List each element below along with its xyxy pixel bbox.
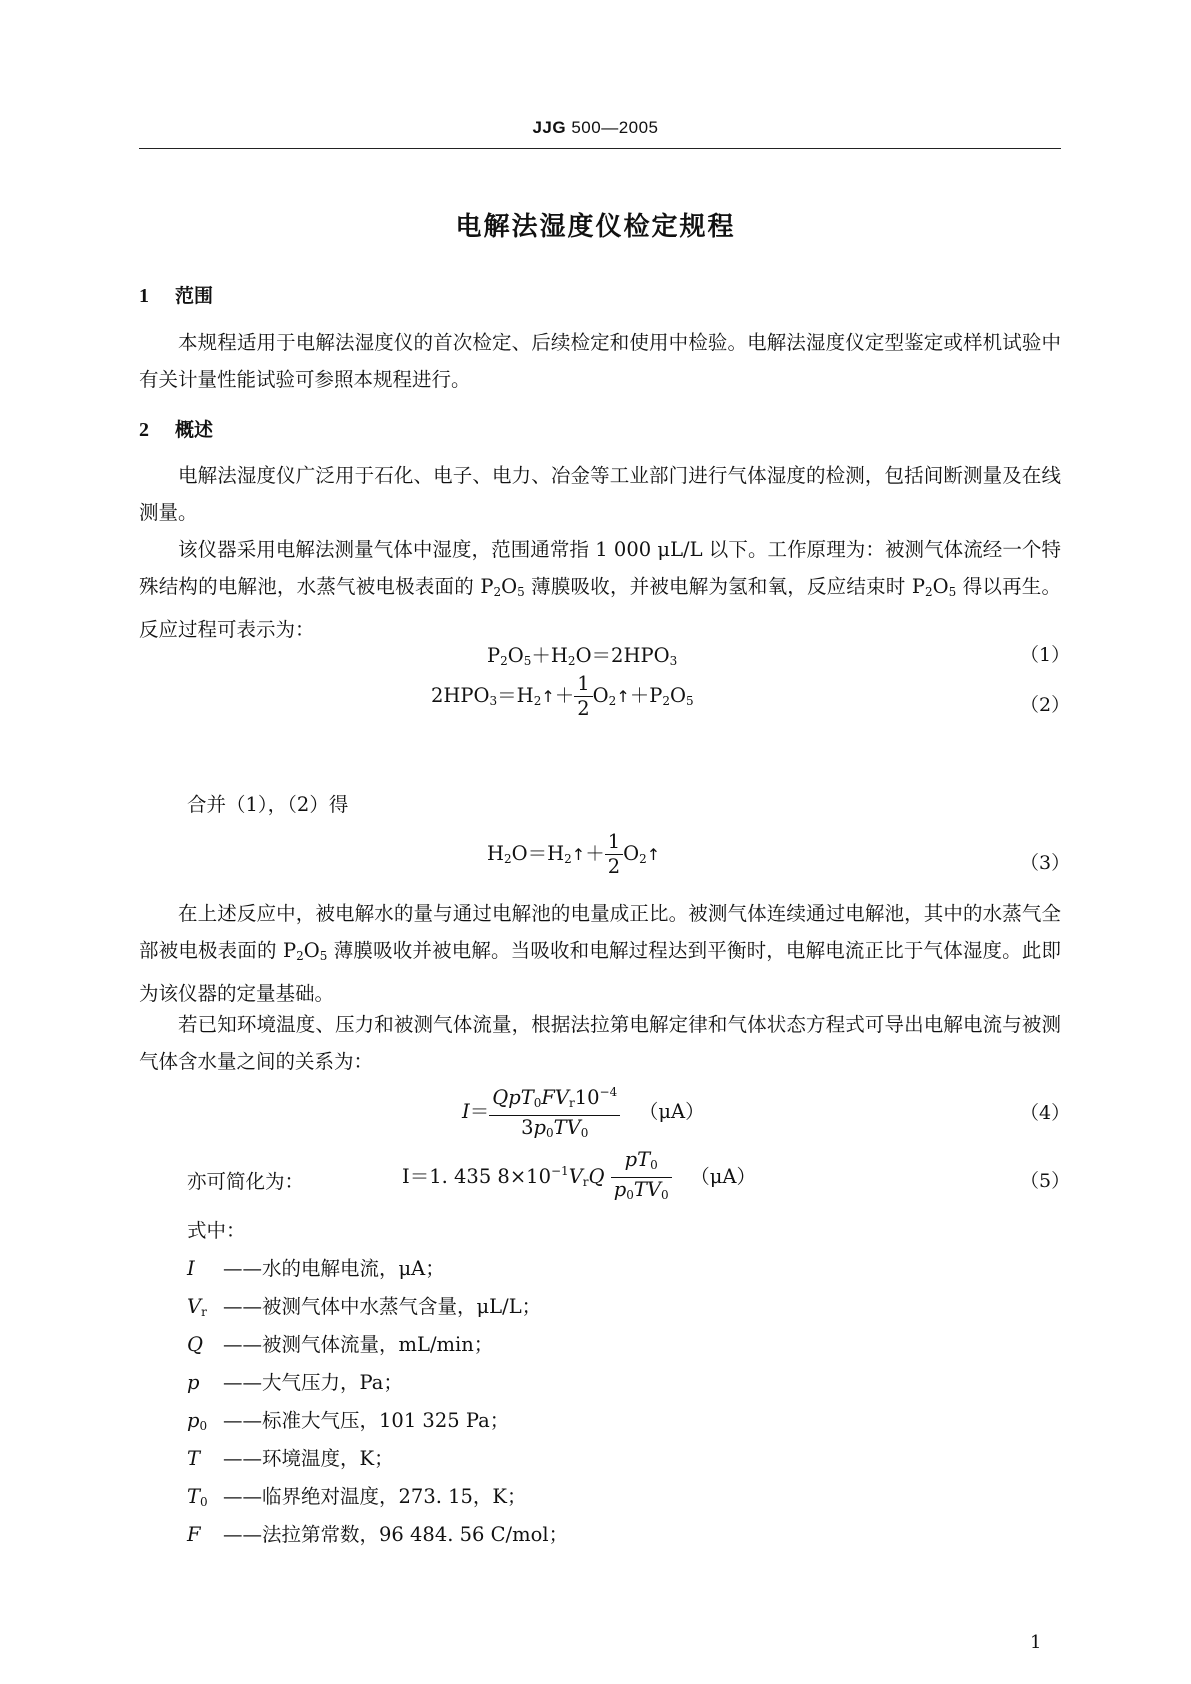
variable-description: ——环境温度，K； [223,1447,394,1470]
equation-5-number: （5） [1020,1170,1071,1192]
section-title: 概述 [175,419,214,441]
section-heading-overview [139,415,213,442]
principle-text-2: 薄膜吸收，并被电解为氢和氧，反应结束时 [524,575,912,598]
where-label: 式中： [187,1219,246,1242]
variable-subscript: 0 [199,1419,208,1433]
header-rule [139,148,1061,149]
variable-row [187,1291,541,1319]
standard-code-number: 500—2005 [566,118,659,137]
section-number: 2 [139,419,149,441]
variable-symbol: p [187,1371,200,1394]
equation-3-number: （3） [1020,852,1071,874]
variable-subscript: 0 [200,1495,208,1509]
variable-row [187,1367,403,1395]
equation-4-unit: （μA） [638,1100,705,1123]
paragraph-applications: 电解法湿度仪广泛用于石化、电子、电力、冶金等工业部门进行气体湿度的检测，包括间断测量及在线测量。 [139,464,1061,524]
variable-row [187,1405,509,1433]
page-number: 1 [1030,1632,1042,1653]
equation-4: I＝ $\frac{QpT_0FV_r10^{-4}}{3p_0TV_0}$ （μA） [462,1080,705,1145]
equation-2-number: （2） [1020,694,1071,716]
variable-row [187,1253,445,1281]
variable-symbol: Q [187,1333,203,1356]
variable-row [187,1481,527,1509]
section-title: 范围 [175,285,214,307]
equation-1: $P_2O_5+H_2O=2HPO_3$ [487,644,678,668]
equation-2: $2HPO_3=H_2↑+$ $\frac{1}{2}$ $O_2↑+P_2O_5$ [431,672,694,720]
equation-3: $H_2O=H_2↑+$ $\frac{1}{2}$ $O_2↑$ [487,830,661,878]
variable-description: ——临界绝对温度，273. 15，K； [223,1485,527,1508]
variable-description: ——法拉第常数，96 484. 56 C/mol； [223,1523,569,1546]
equation-5: I＝1. 435 $8\times 10^{-1}V_rQ$ $\frac{pT_0}{p_0TV_0}$ （μA） [402,1148,756,1202]
standard-code-prefix: JJG [532,118,567,137]
merge-text: 合并（1），（2）得 [187,793,349,816]
standard-code [0,118,1191,138]
variable-symbol: V [187,1295,202,1318]
variable-description: ——被测气体流量，mL/min； [223,1333,494,1356]
principle-text-1: 该仪器采用电解法测量气体中湿度，范围通常指 1 000 μL/L 以下。工作原理为：被测气体流经一个特殊结构的电解池，水蒸气被电极表面的 [139,538,1061,598]
variable-symbol: I [187,1257,195,1280]
equation-1-number: （1） [1020,644,1071,666]
paragraph-principle: 该仪器采用电解法测量气体中湿度，范围通常指 1 000 μL/L 以下。工作原理为：被测气体流经一个特殊结构的电解池，水蒸气被电极表面的 $P_2O_5$ 薄膜吸收，并被电解为氢和氧，反应结束时 $P_2O_5$ 得以再生。反应过程可表示为： [139,538,1062,641]
variable-row [187,1329,493,1357]
section-heading-scope [139,281,213,308]
section-number: 1 [139,285,149,307]
equation-4-number: （4） [1020,1102,1071,1124]
variable-description: ——被测气体中水蒸气含量，μL/L； [223,1295,542,1318]
variable-row [187,1519,568,1547]
proportionality-text-1: 在上述反应中，被电解水的量与通过电解池的电量成正比。被测气体连续通过电解池，其中的水蒸气全部被电极表面的 [139,902,1061,962]
variable-description: ——水的电解电流，μA； [223,1257,445,1280]
variable-symbol: T [187,1485,201,1508]
variable-subscript: r [201,1305,207,1319]
variable-symbol: p [187,1409,200,1432]
variable-symbol: T [187,1447,201,1470]
variable-description: ——标准大气压，101 325 Pa； [223,1409,510,1432]
document-title: 电解法湿度仪检定规程 [455,212,736,242]
simplify-label: 亦可简化为： [187,1170,305,1193]
variable-row [187,1443,394,1471]
paragraph-scope: 本规程适用于电解法湿度仪的首次检定、后续检定和使用中检验。电解法湿度仪定型鉴定或样机试验中有关计量性能试验可参照本规程进行。 [139,331,1061,391]
equation-5-coefficient: I＝1. 435 8×10 [402,1165,551,1188]
variable-description: ——大气压力，Pa； [223,1371,403,1394]
proportionality-text-2: 薄膜吸收并被电解。当吸收和电解过程达到平衡时，电解电流正比于气体湿度。此即为该仪器的定量基础。 [139,939,1061,1005]
paragraph-proportionality: 在上述反应中，被电解水的量与通过电解池的电量成正比。被测气体连续通过电解池，其中的水蒸气全部被电极表面的 $P_2O_5$ 薄膜吸收并被电解。当吸收和电解过程达到平衡时，电解电流正比于气体湿度。此即为该仪器的定量基础。 [139,902,1061,1005]
equation-5-unit: （μA） [690,1165,756,1188]
paragraph-relation: 若已知环境温度、压力和被测气体流量，根据法拉第电解定律和气体状态方程式可导出电解电流与被测气体含水量之间的关系为： [139,1013,1061,1073]
variable-symbol: F [187,1523,201,1546]
principle-text-3: 得以再生。反应过程可表示为： [139,575,1062,641]
